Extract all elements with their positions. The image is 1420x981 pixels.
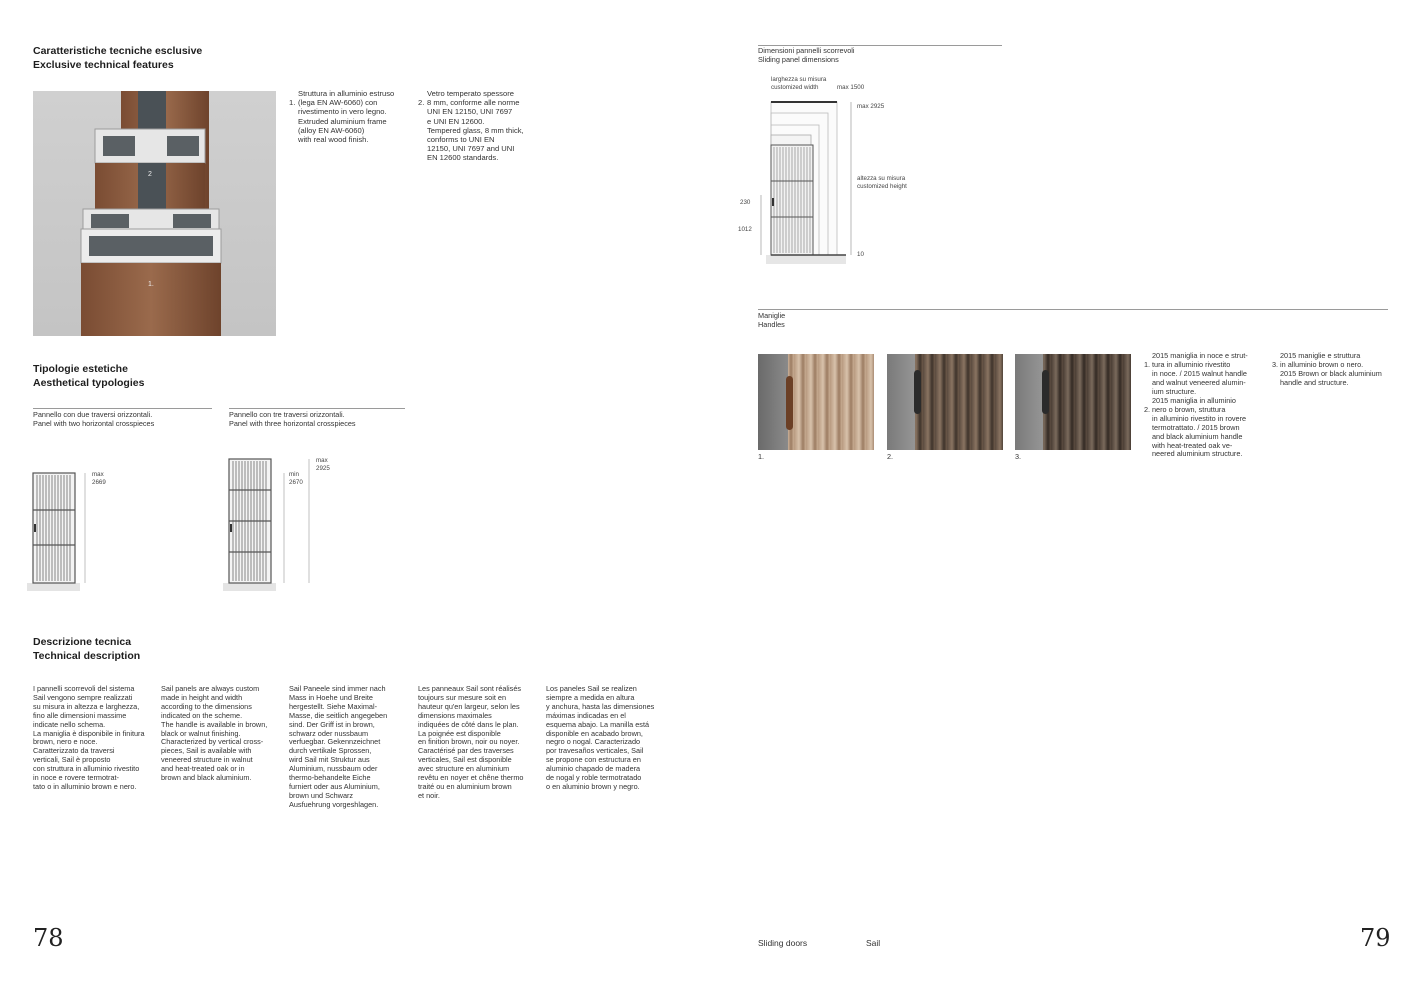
- description-column-es: Los paneles Sail se realizen siempre a medida en altura y anchura, hasta las dimensiones máximas indicadas en el esquema abajo. La manilla está disponible en acabado brown, negro o nogal. Caracterizado por travesaños verticales, Sail se propone con estructura en aluminio chapado de madera de nogal y roble termotratado o en aluminio brown y negro.: [546, 684, 655, 791]
- handles-title: Maniglie Handles: [758, 311, 786, 329]
- dimensions-title: Dimensioni pannelli scorrevoli Sliding panel dimensions: [758, 46, 855, 64]
- description-column-it: I pannelli scorrevoli del sistema Sail vengono sempre realizzati su misura in altezza e larghezza, fino alle dimensioni massime indicate nello schema. La maniglia è disponibile in finitura brown, nero e noce. Caratterizzato da traversi verticali, Sail è proposto con struttura in alluminio rivestito in noce e rovere termotrat- tato o in alluminio brown e nero.: [33, 684, 145, 791]
- handles-rule: [758, 309, 1388, 310]
- description-column-en: Sail panels are always custom made in height and width according to the dimensions indicated on the scheme. The handle is available in brown, black or walnut finishing. Characterized by vertical cross- pieces, Sail is available with veneered structure in walnut and heat-treated oak or in brown and black aluminium.: [161, 684, 268, 783]
- typologies-title: Tipologie estetiche Aesthetical typologies: [33, 363, 145, 389]
- profile-section-drawing: [33, 91, 276, 336]
- sliding-panel-dimension-drawing: [758, 95, 868, 267]
- panel-2-max-dim: max 2925: [316, 457, 330, 472]
- aluminium-profile-photo: [33, 91, 276, 336]
- handle-photo-2-label: 2.: [887, 452, 894, 461]
- typology-2-rule: [229, 408, 405, 409]
- dim-230: 230: [740, 199, 751, 206]
- customized-width-label: larghezza su misura customized width: [771, 76, 827, 91]
- footer-section: Sliding doors: [758, 938, 808, 948]
- feature-item-2: 2. Vetro temperato spessore 8 mm, conforme alle norme UNI EN 12150, UNI 7697 e UNI EN 12600. Tempered glass, 8 mm thick, conforms to UNI EN 12150, UNI 7697 and UNI EN 12600 standards.: [418, 89, 524, 163]
- handle-photo-2: [887, 354, 1003, 450]
- feature-item-1: 1. Struttura in alluminio estruso (lega EN AW-6060) con rivestimento in vero legno. Extruded aluminium frame (alloy EN AW-6060) with real wood finish.: [289, 89, 395, 145]
- handle-photo-3: [1015, 354, 1131, 450]
- dim-1012: 1012: [738, 226, 752, 233]
- profile-label-2: 2: [148, 171, 152, 178]
- typology-1-caption: Pannello con due traversi orizzontali. Panel with two horizontal crosspieces: [33, 410, 155, 428]
- max-height-label: max 2925: [857, 103, 885, 110]
- typology-1-rule: [33, 408, 212, 409]
- footer-product: Sail: [866, 938, 881, 948]
- handle-item-1: 1. 2015 maniglia in noce e strut- tura in alluminio rivestito in noce. / 2015 walnut handle and walnut veneered alumin- ium structure.: [1144, 351, 1248, 396]
- handle-photo-3-label: 3.: [1015, 452, 1022, 461]
- description-title: Descrizione tecnica Technical description: [33, 636, 141, 662]
- customized-height-label: altezza su misura customized height: [857, 175, 907, 190]
- profile-label-1: 1.: [148, 281, 154, 288]
- max-width-label: max 1500: [837, 84, 865, 91]
- panel-two-crosspieces-drawing: [27, 470, 87, 592]
- page-number-left: 78: [33, 924, 64, 952]
- panel-1-max-dim: max 2669: [92, 471, 106, 486]
- handle-item-3: 3. 2015 maniglie e struttura in alluminio brown o nero. 2015 Brown or black aluminium handle and structure.: [1272, 351, 1382, 387]
- handle-photo-1-label: 1.: [758, 452, 765, 461]
- panel-2-min-dim: min 2670: [289, 471, 303, 486]
- description-column-de: Sail Paneele sind immer nach Mass in Hoehe und Breite hergestellt. Siehe Maximal- Masse, die seitlich angegeben sind. Der Griff ist in brown, schwarz oder nussbaum verfuegbar. Gekennzeichnet durch vertikale Sprossen, wird Sail mit Struktur aus Aluminium, nussbaum oder thermo-behandelte Eiche furniert oder aus Aluminium, brown und Schwarz Ausfuehrung vorgeshlagen.: [289, 684, 388, 809]
- features-title: Caratteristiche tecniche esclusive Exclusive technical features: [33, 45, 203, 71]
- dim-10: 10: [857, 251, 864, 258]
- description-column-fr: Les panneaux Sail sont réalisés toujours sur mesure soit en hauteur qu'en largeur, selon les dimensions maximales indiquées de côté dans le plan. La poignée est disponible en finition brown, noir ou noyer. Caractérisé par des traverses verticales, Sail est disponible avec structure en aluminium revêtu en noyer et chêne thermo traité ou en aluminium brown et noir.: [418, 684, 524, 800]
- handle-item-2: 2. 2015 maniglia in alluminio nero o brown, struttura in alluminio rivestito in rovere termotrattato. / 2015 brown and black aluminium handle with heat-treated oak ve- neered aluminium structure.: [1144, 396, 1247, 459]
- typology-2-caption: Pannello con tre traversi orizzontali. Panel with three horizontal crosspieces: [229, 410, 356, 428]
- handle-photo-1: [758, 354, 874, 450]
- page-number-right: 79: [1360, 924, 1391, 952]
